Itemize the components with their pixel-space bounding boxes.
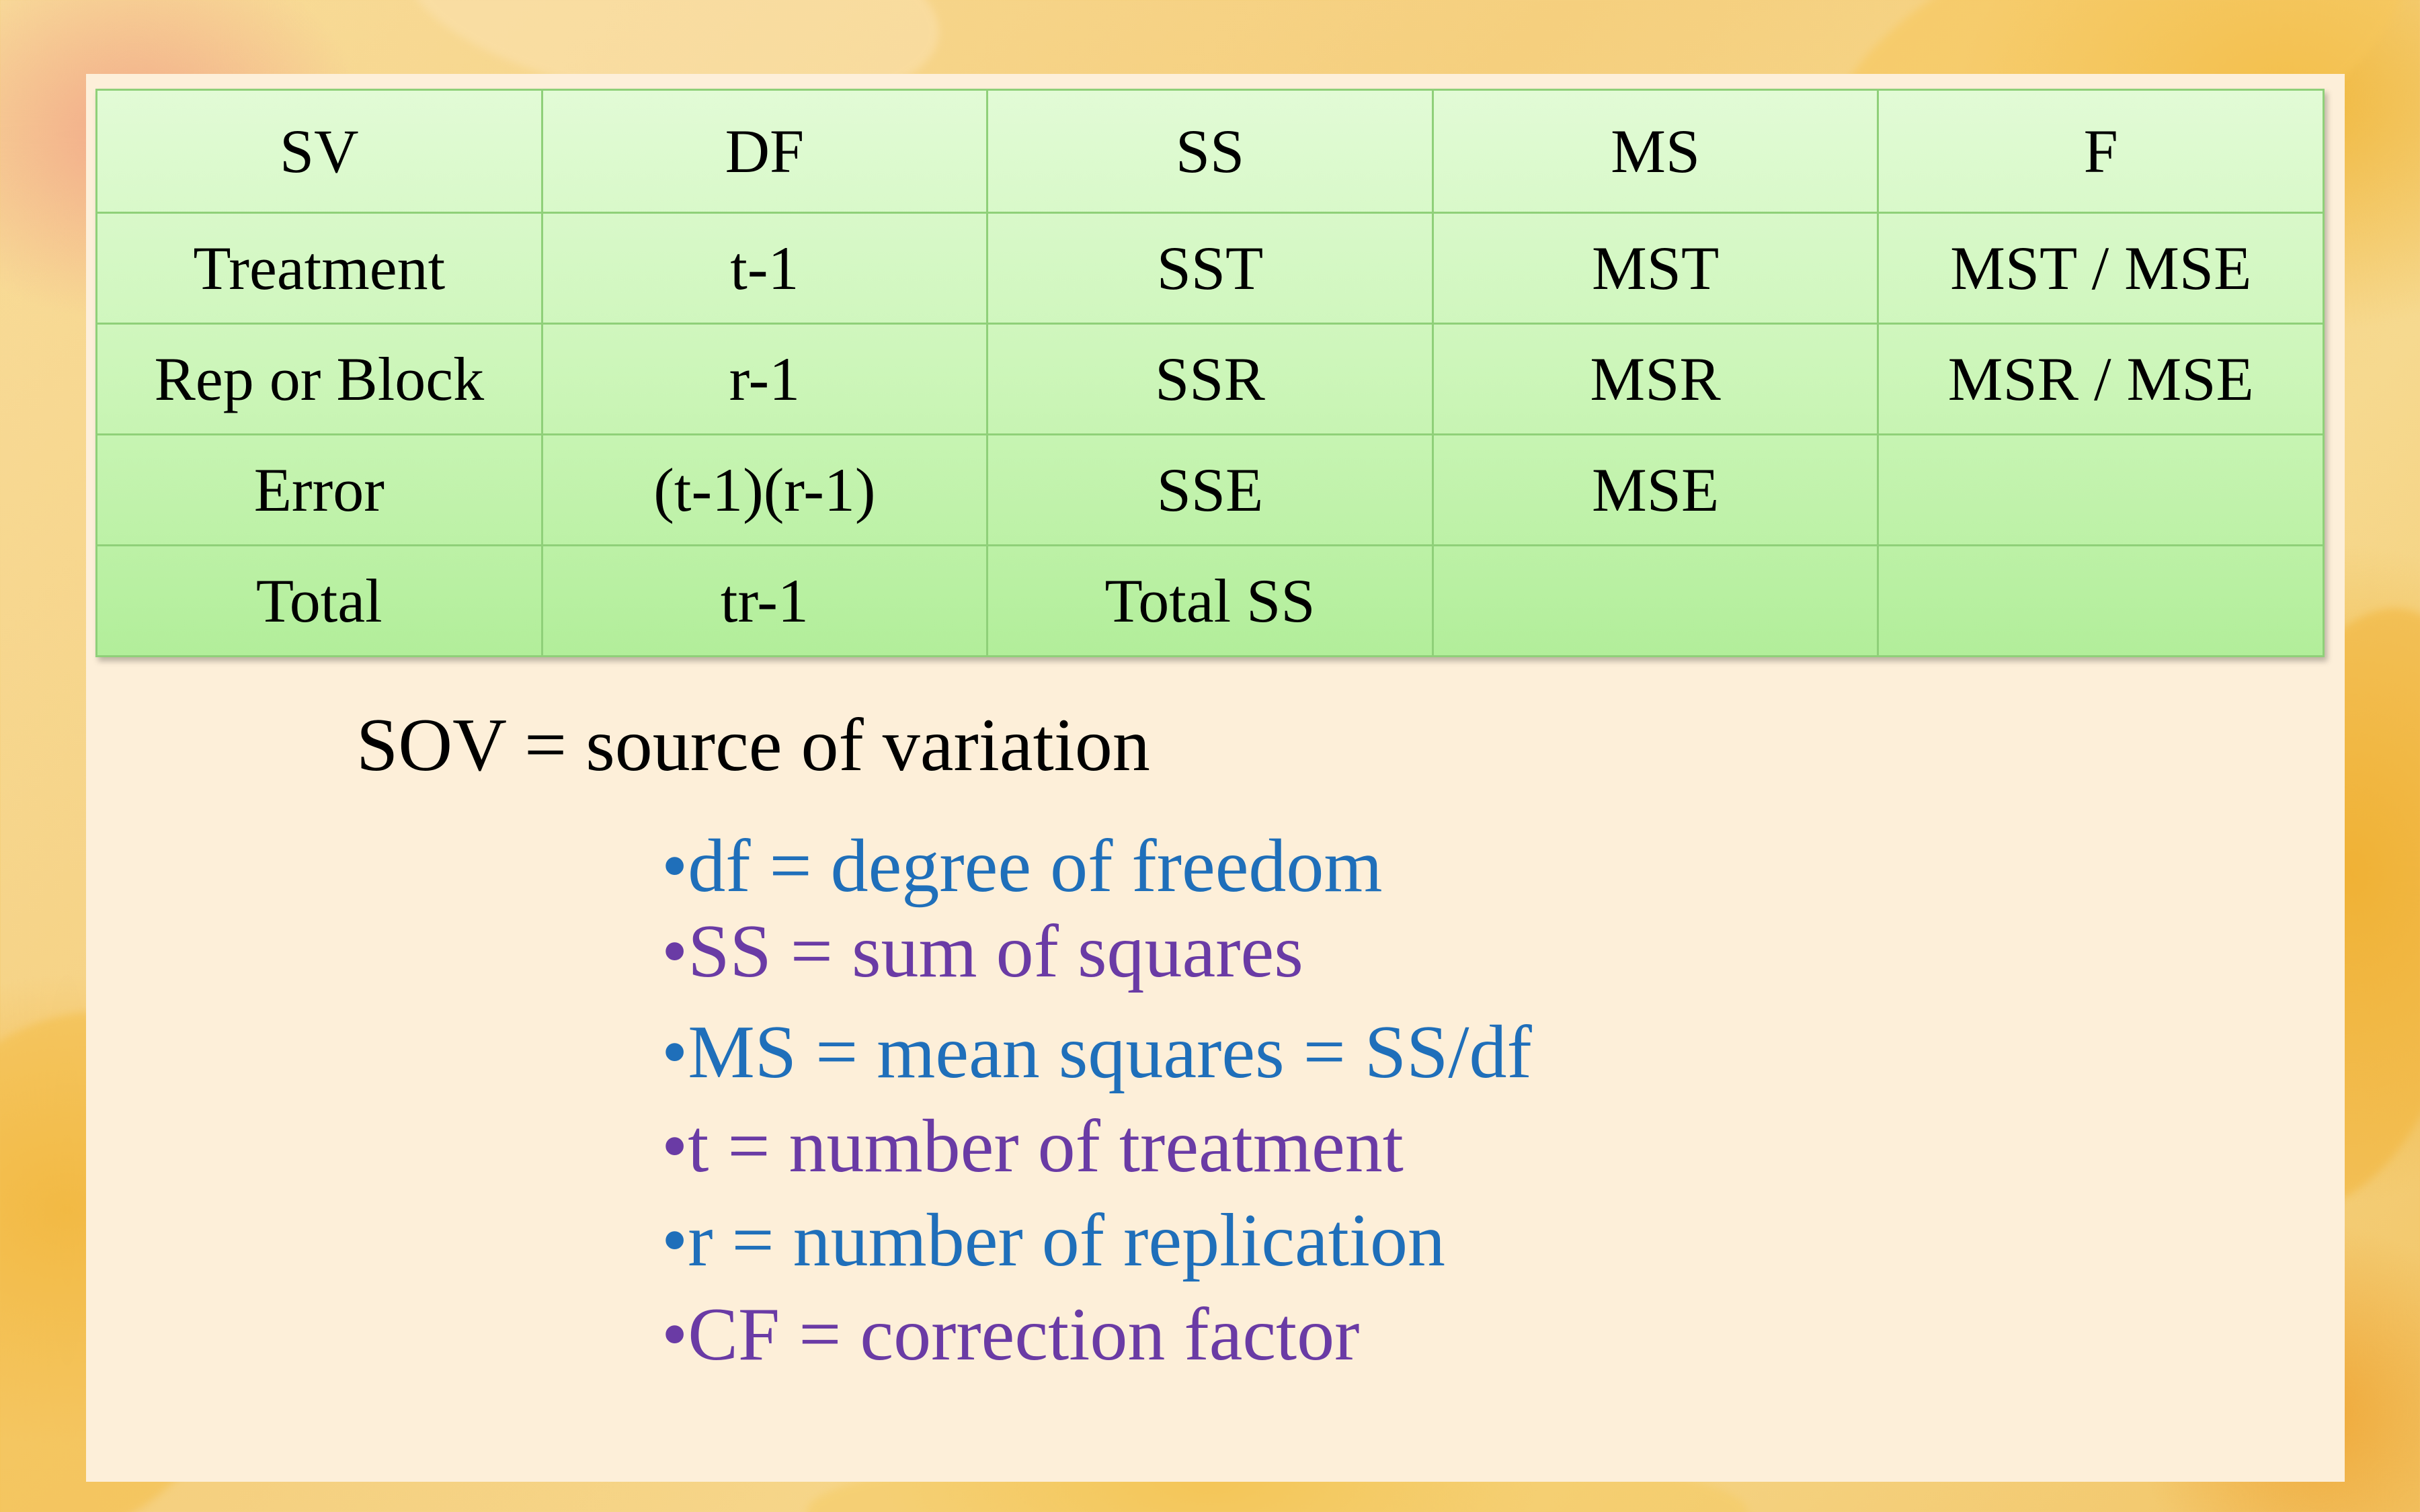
header-sv: SV	[97, 90, 542, 213]
table-cell: (t-1)(r-1)	[542, 435, 987, 546]
table-cell: MSR	[1433, 324, 1878, 435]
table-cell: t-1	[542, 213, 987, 324]
table-cell: r-1	[542, 324, 987, 435]
table-row	[97, 324, 2324, 435]
definition-item: •CF = correction factor	[661, 1293, 1360, 1376]
table-cell: MSE	[1433, 435, 1878, 546]
header-df: DF	[542, 90, 987, 213]
table-cell: Total	[97, 546, 542, 657]
table-cell	[1878, 435, 2324, 546]
table-cell: MSR / MSE	[1878, 324, 2324, 435]
table-header-row	[97, 90, 2324, 213]
definition-item: •df = degree of freedom	[661, 825, 1383, 908]
anova-table	[95, 89, 2325, 657]
table-cell: MST	[1433, 213, 1878, 324]
table-cell	[1433, 546, 1878, 657]
table-row	[97, 213, 2324, 324]
table-row	[97, 435, 2324, 546]
definition-item: •t = number of treatment	[661, 1105, 1404, 1188]
header-ss: SS	[987, 90, 1433, 213]
definition-item: •SS = sum of squares	[661, 910, 1303, 993]
table-cell: tr-1	[542, 546, 987, 657]
header-f: F	[1878, 90, 2324, 213]
table-cell: Error	[97, 435, 542, 546]
table-cell: SST	[987, 213, 1433, 324]
table-cell	[1878, 546, 2324, 657]
table-cell: Treatment	[97, 213, 542, 324]
table-cell: Total SS	[987, 546, 1433, 657]
table-cell: MST / MSE	[1878, 213, 2324, 324]
sov-note: SOV = source of variation	[356, 704, 1150, 787]
table-row	[97, 546, 2324, 657]
definition-item: •r = number of replication	[661, 1199, 1445, 1282]
table-cell: Rep or Block	[97, 324, 542, 435]
definition-item: •MS = mean squares = SS/df	[661, 1011, 1532, 1094]
table-cell: SSE	[987, 435, 1433, 546]
header-ms: MS	[1433, 90, 1878, 213]
table-cell: SSR	[987, 324, 1433, 435]
